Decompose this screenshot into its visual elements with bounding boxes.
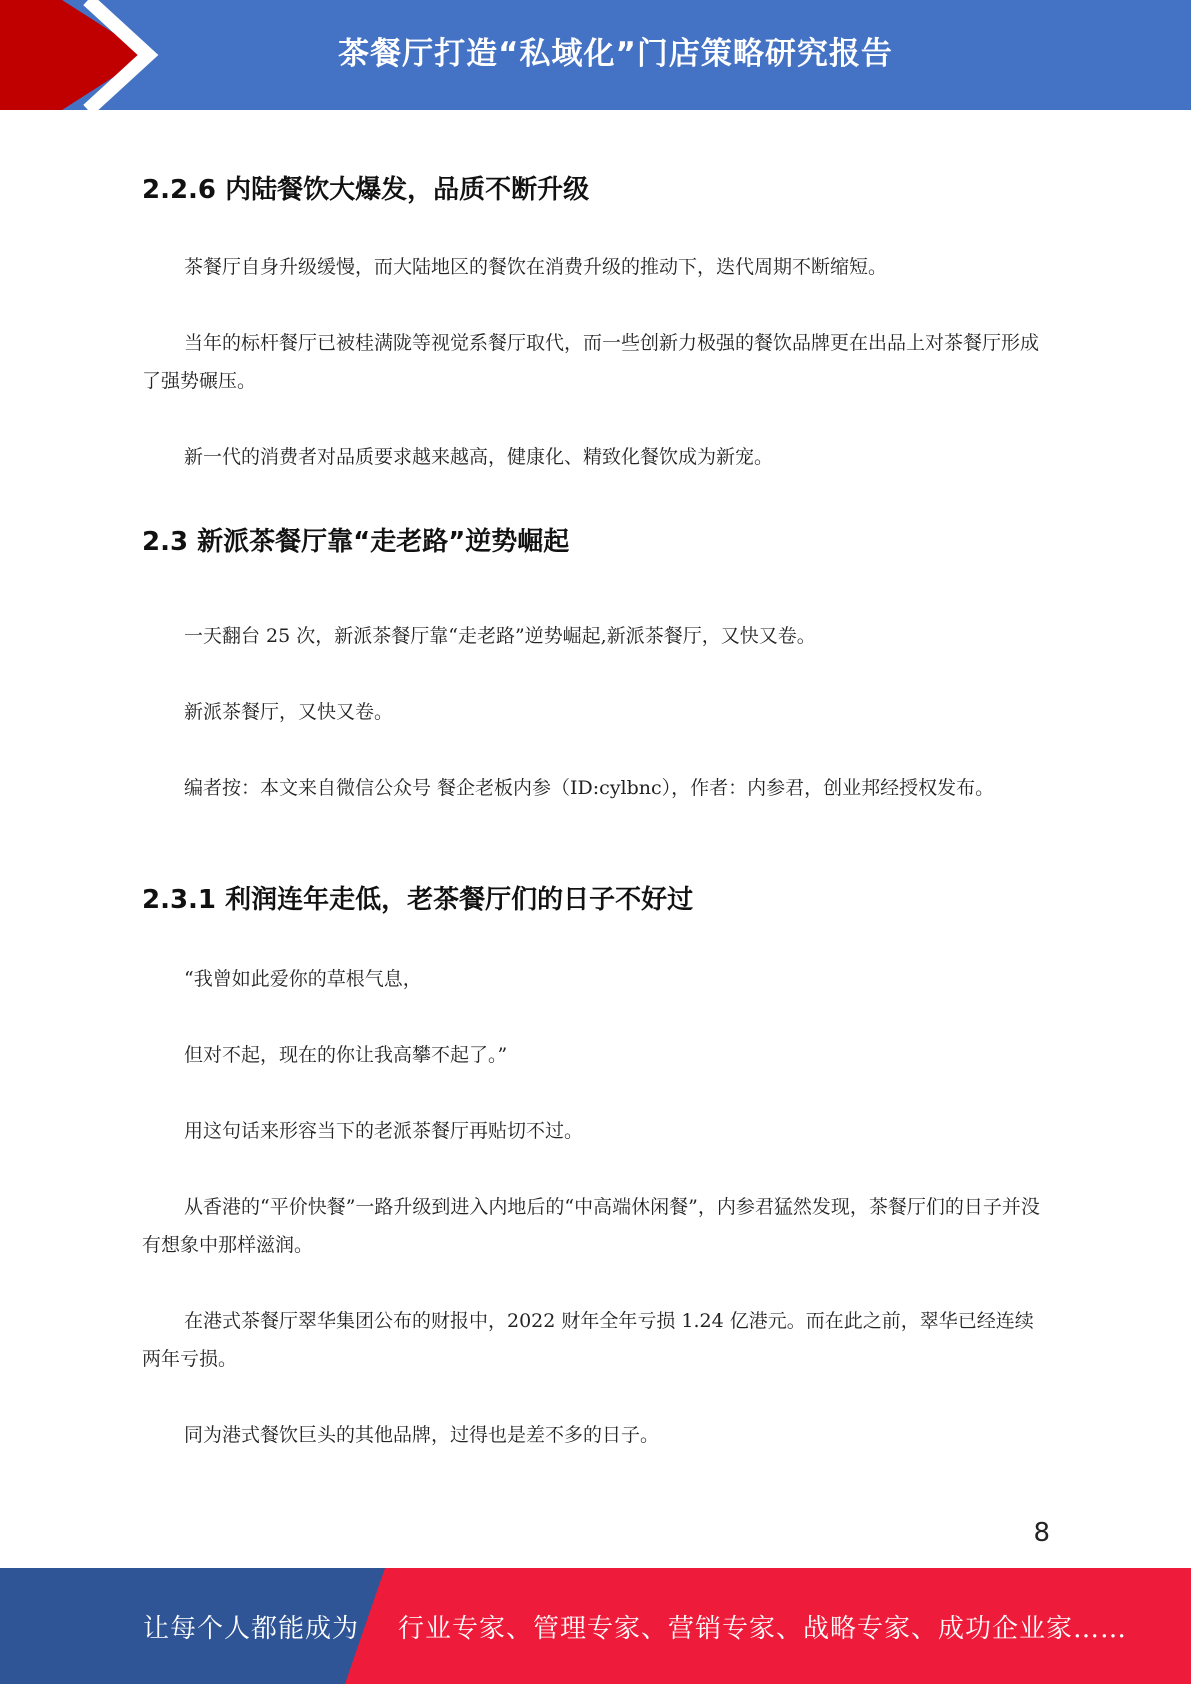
paragraph: 从香港的“平价快餐”一路升级到进入内地后的“中高端休闲餐”，内参君猛然发现，茶餐厅们的日子并没有想象中那样滋润。 (142, 1196, 1040, 1256)
paragraph: 当年的标杆餐厅已被桂满陇等视觉系餐厅取代，而一些创新力极强的餐饮品牌更在出品上对茶餐厅形成了强势碾压。 (142, 332, 1040, 392)
report-title: 茶餐厅打造“私域化”门店策略研究报告 (338, 35, 893, 72)
section-heading-2-3: 2.3 新派茶餐厅靠“走老路”逆势崛起 (142, 527, 570, 557)
paragraph: 茶餐厅自身升级缓慢，而大陆地区的餐饮在消费升级的推动下，迭代周期不断缩短。 (184, 256, 888, 278)
footer-slogan-right: 行业专家、管理专家、营销专家、战略专家、成功企业家…… (398, 1613, 1128, 1644)
section-heading-2-2-6: 2.2.6 内陆餐饮大爆发，品质不断升级 (142, 175, 590, 205)
paragraph: 新派茶餐厅，又快又卷。 (184, 701, 394, 723)
paragraph: 同为港式餐饮巨头的其他品牌，过得也是差不多的日子。 (184, 1424, 660, 1446)
page-number: 8 (1033, 1518, 1050, 1548)
section-heading-2-3-1: 2.3.1 利润连年走低，老茶餐厅们的日子不好过 (142, 885, 694, 915)
footer-slogan-left: 让每个人都能成为 (143, 1613, 360, 1644)
paragraph: 一天翻台 25 次，新派茶餐厅靠“走老路”逆势崛起,新派茶餐厅，又快又卷。 (184, 625, 816, 647)
paragraph: 新一代的消费者对品质要求越来越高，健康化、精致化餐饮成为新宠。 (184, 446, 774, 468)
paragraph: 但对不起，现在的你让我高攀不起了。” (184, 1044, 508, 1066)
paragraph: “我曾如此爱你的草根气息， (184, 968, 422, 990)
paragraph: 用这句话来形容当下的老派茶餐厅再贴切不过。 (184, 1120, 584, 1142)
paragraph: 在港式茶餐厅翠华集团公布的财报中，2022 财年全年亏损 1.24 亿港元。而在此之前，翠华已经连续两年亏损。 (142, 1310, 1034, 1370)
paragraph: 编者按：本文来自微信公众号 餐企老板内参（ID:cylbnc），作者：内参君，创业邦经授权发布。 (184, 777, 995, 799)
page-footer (0, 1568, 1191, 1684)
page-header (0, 0, 1191, 110)
